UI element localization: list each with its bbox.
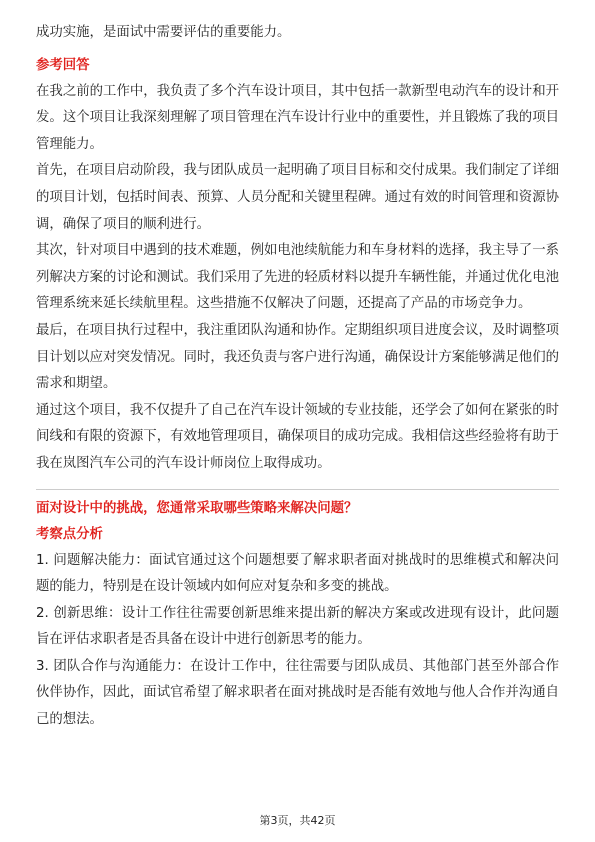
page-number: 第3页，共42页 [259, 814, 336, 827]
intro-tail-text: 成功实施，是面试中需要评估的重要能力。 [36, 25, 291, 40]
analysis-heading: 考察点分析 [36, 526, 103, 542]
answer-heading: 参考回答 [36, 57, 90, 73]
analysis-point: 1. 问题解决能力：面试官通过这个问题想要了解求职者面对挑战时的思维模式和解决问题的能力，特别是在设计领域内如何应对复杂和多变的挑战。 [36, 552, 559, 595]
analysis-point: 3. 团队合作与沟通能力：在设计工作中，往往需要与团队成员、其他部门甚至外部合作伙伴协作，因此，面试官希望了解求职者在面对挑战时是否能有效地与他人合作并沟通自己的想法。 [36, 658, 559, 728]
analysis-point: 2. 创新思维：设计工作往往需要创新思维来提出新的解决方案或改进现有设计，此问题旨在评估求职者是否具备在设计中进行创新思考的能力。 [36, 605, 559, 648]
answer-paragraph: 在我之前的工作中，我负责了多个汽车设计项目，其中包括一款新型电动汽车的设计和开发。这个项目让我深刻理解了项目管理在汽车设计行业中的重要性，并且锻炼了我的项目管理能力。 [36, 83, 559, 152]
answer-paragraph: 最后，在项目执行过程中，我注重团队沟通和协作。定期组织项目进度会议，及时调整项目计划以应对突发情况。同时，我还负责与客户进行沟通，确保设计方案能够满足他们的需求和期望。 [36, 322, 559, 392]
answer-paragraph: 其次，针对项目中遇到的技术难题，例如电池续航能力和车身材料的选择，我主导了一系列解决方案的讨论和测试。我们采用了先进的轻质材料以提升车辆性能，并通过优化电池管理系统来延长续航里程。这些措施不仅解决了问题，还提高了产品的市场竞争力。 [36, 243, 559, 312]
question-heading: 面对设计中的挑战，您通常采取哪些策略来解决问题？ [36, 500, 358, 516]
section-divider [36, 489, 559, 490]
document-page [36, 20, 559, 734]
answer-paragraph: 通过这个项目，我不仅提升了自己在汽车设计领域的专业技能，还学会了如何在紧张的时间线和有限的资源下，有效地管理项目，确保项目的成功完成。我相信这些经验将有助于我在岚图汽车公司的汽车设计师岗位上取得成功。 [36, 402, 559, 471]
answer-paragraph: 首先，在项目启动阶段，我与团队成员一起明确了项目目标和交付成果。我们制定了详细的项目计划，包括时间表、预算、人员分配和关键里程碑。通过有效的时间管理和资源协调，确保了项目的顺利进行。 [36, 163, 559, 232]
